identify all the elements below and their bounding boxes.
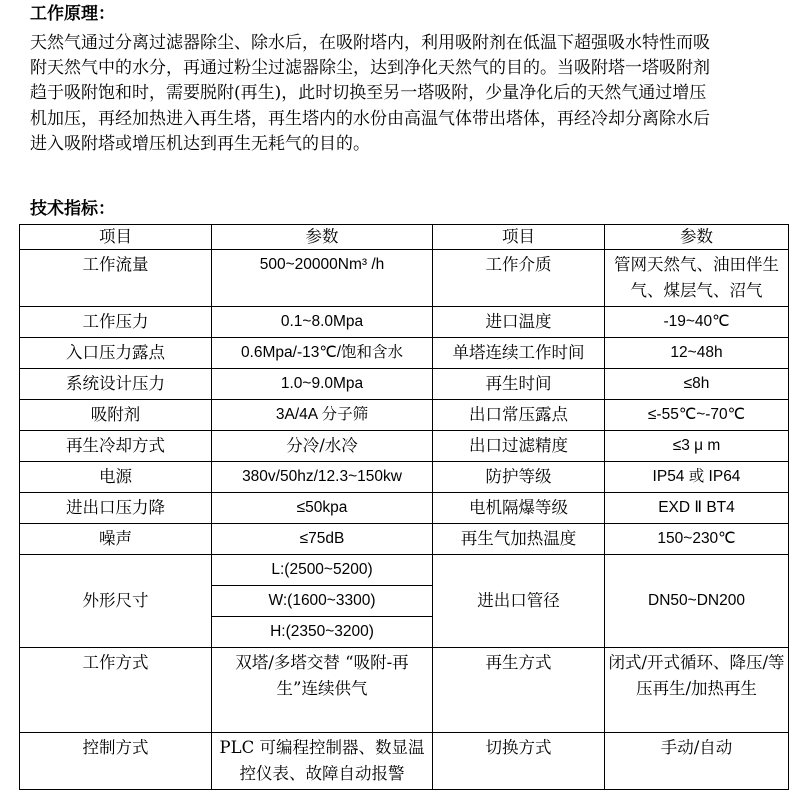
specs-table bbox=[19, 224, 789, 790]
spec-label: 进出口管径 bbox=[433, 555, 605, 648]
spec-label: 电源 bbox=[20, 462, 212, 493]
spec-label: 噪声 bbox=[20, 524, 212, 555]
principle-title: 工作原理： bbox=[30, 4, 115, 24]
spec-value: 手动/自动 bbox=[605, 733, 789, 790]
spec-value: 管网天然气、油田伴生气、煤层气、沼气 bbox=[605, 250, 789, 307]
spec-label: 吸附剂 bbox=[20, 400, 212, 431]
table-row bbox=[20, 431, 789, 462]
spec-value: PLC 可编程控制器、数显温控仪表、故障自动报警 bbox=[212, 733, 433, 790]
spec-label: 入口压力露点 bbox=[20, 338, 212, 369]
spec-label: 控制方式 bbox=[20, 733, 212, 790]
spec-value: 1.0~9.0Mpa bbox=[212, 369, 433, 400]
spec-value-length: L:(2500~5200) bbox=[212, 555, 433, 586]
spec-value: 0.1~8.0Mpa bbox=[212, 307, 433, 338]
spec-label: 进口温度 bbox=[433, 307, 605, 338]
spec-label: 再生冷却方式 bbox=[20, 431, 212, 462]
paragraph-line: 附天然气中的水分，再通过粉尘过滤器除尘，达到净化天然气的目的。当吸附塔一塔吸附剂 bbox=[30, 58, 710, 79]
spec-label: 工作介质 bbox=[433, 250, 605, 307]
table-row bbox=[20, 555, 789, 586]
spec-value: IP54 或 IP64 bbox=[605, 462, 789, 493]
table-row bbox=[20, 733, 789, 790]
spec-label: 进出口压力降 bbox=[20, 493, 212, 524]
spec-label: 再生方式 bbox=[433, 648, 605, 733]
table-row bbox=[20, 250, 789, 307]
spec-value: EXD Ⅱ BT4 bbox=[605, 493, 789, 524]
spec-label: 工作流量 bbox=[20, 250, 212, 307]
table-row bbox=[20, 648, 789, 733]
spec-value: 3A/4A 分子筛 bbox=[212, 400, 433, 431]
spec-value: 150~230℃ bbox=[605, 524, 789, 555]
spec-value: 12~48h bbox=[605, 338, 789, 369]
spec-value: -19~40℃ bbox=[605, 307, 789, 338]
spec-value: DN50~DN200 bbox=[605, 555, 789, 648]
spec-value: ≤3 μ m bbox=[605, 431, 789, 462]
spec-value: 0.6Mpa/-13℃/饱和含水 bbox=[212, 338, 433, 369]
table-row bbox=[20, 369, 789, 400]
spec-label: 工作方式 bbox=[20, 648, 212, 733]
table-row bbox=[20, 462, 789, 493]
table-row bbox=[20, 307, 789, 338]
header-cell: 参数 bbox=[605, 225, 789, 250]
spec-label: 出口过滤精度 bbox=[433, 431, 605, 462]
table-row bbox=[20, 524, 789, 555]
paragraph-line: 进入吸附塔或增压机达到再生无耗气的目的。 bbox=[30, 133, 370, 154]
spec-label: 系统设计压力 bbox=[20, 369, 212, 400]
spec-value: ≤8h bbox=[605, 369, 789, 400]
spec-value: 500~20000Nm³ /h bbox=[212, 250, 433, 307]
table-header-row bbox=[20, 225, 789, 250]
spec-label: 外形尺寸 bbox=[20, 555, 212, 648]
spec-label: 出口常压露点 bbox=[433, 400, 605, 431]
header-cell: 项目 bbox=[433, 225, 605, 250]
header-cell: 项目 bbox=[20, 225, 212, 250]
spec-label: 再生时间 bbox=[433, 369, 605, 400]
spec-label: 防护等级 bbox=[433, 462, 605, 493]
spec-value: ≤75dB bbox=[212, 524, 433, 555]
table-row bbox=[20, 400, 789, 431]
spec-value: 分冷/水冷 bbox=[212, 431, 433, 462]
spec-value-width: W:(1600~3300) bbox=[212, 586, 433, 617]
spec-value: 双塔/多塔交替 “吸附-再生”连续供气 bbox=[212, 648, 433, 733]
spec-label: 工作压力 bbox=[20, 307, 212, 338]
spec-value: 闭式/开式循环、降压/等压再生/加热再生 bbox=[605, 648, 789, 733]
table-row bbox=[20, 338, 789, 369]
paragraph-line: 机加压，再经加热进入再生塔，再生塔内的水份由高温气体带出塔体，再经冷却分离除水后 bbox=[30, 108, 710, 129]
spec-value: ≤50kpa bbox=[212, 493, 433, 524]
spec-label: 再生气加热温度 bbox=[433, 524, 605, 555]
header-cell: 参数 bbox=[212, 225, 433, 250]
spec-label: 单塔连续工作时间 bbox=[433, 338, 605, 369]
paragraph-line: 天然气通过分离过滤器除尘、除水后，在吸附塔内，利用吸附剂在低温下超强吸水特性而吸 bbox=[30, 33, 710, 53]
spec-value: ≤-55℃~-70℃ bbox=[605, 400, 789, 431]
table-row bbox=[20, 493, 789, 524]
spec-label: 电机隔爆等级 bbox=[433, 493, 605, 524]
spec-value-height: H:(2350~3200) bbox=[212, 617, 433, 648]
principle-paragraph bbox=[30, 31, 782, 157]
spec-value: 380v/50hz/12.3~150kw bbox=[212, 462, 433, 493]
spec-label: 切换方式 bbox=[433, 733, 605, 790]
specs-title: 技术指标： bbox=[30, 199, 115, 219]
paragraph-line: 趋于吸附饱和时，需要脱附(再生)，此时切换至另一塔吸附，少量净化后的天然气通过增压 bbox=[30, 83, 707, 104]
